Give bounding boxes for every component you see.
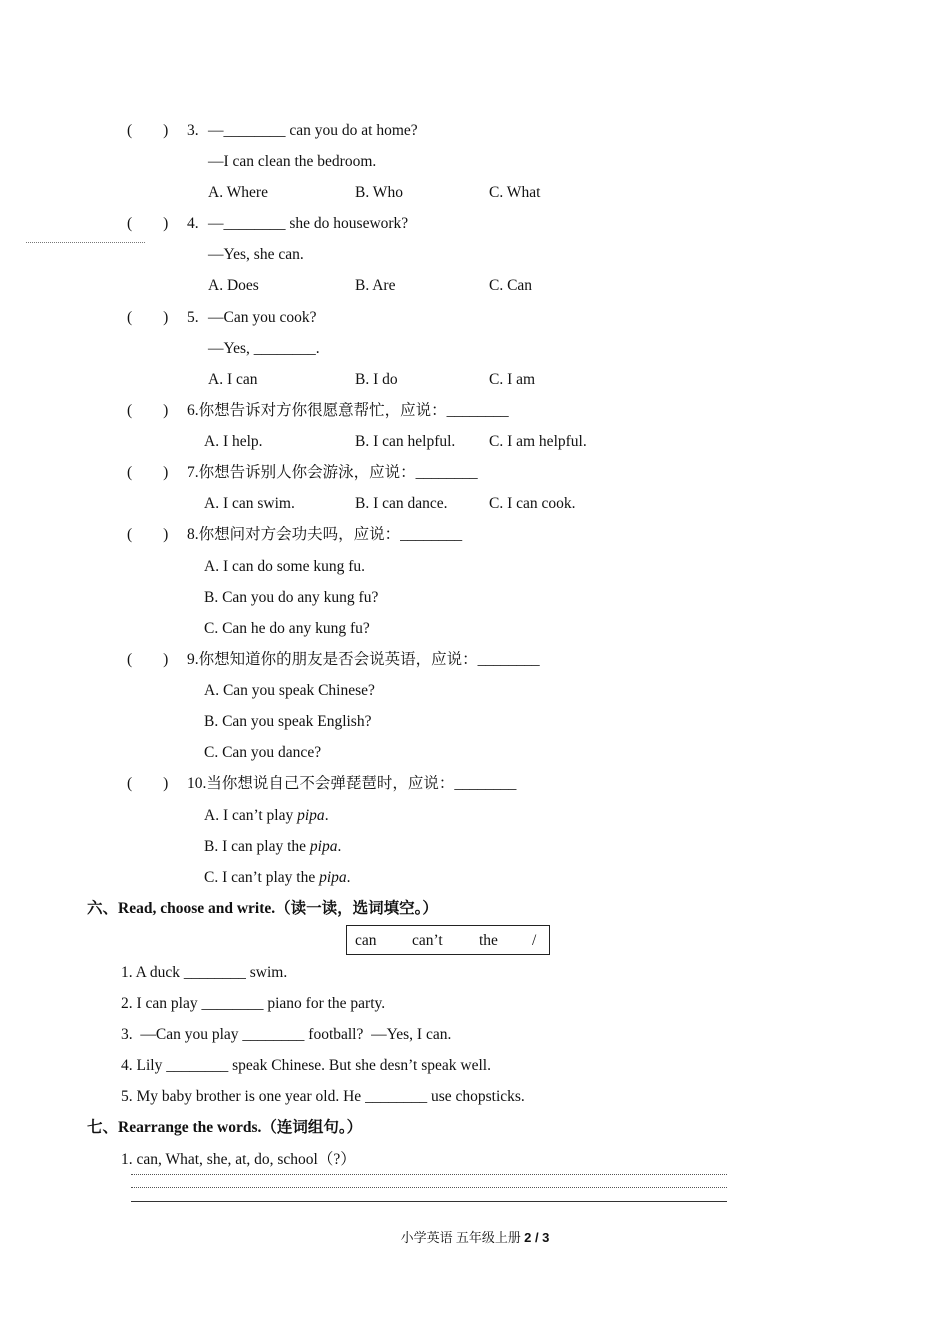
q3-option-b: B. Who [355,184,403,201]
section-6-title: 六、Read, choose and write.（读一读，选词填空。） [87,900,438,917]
footer-subject: 小学英语 五年级上册 [400,1230,521,1245]
q9-question: 9.你想知道你的朋友是否会说英语，应说：________ [187,651,540,668]
q4-option-b: B. Are [355,277,396,294]
page-number: 2 / 3 [524,1230,550,1245]
word-bank-slash: / [532,932,537,949]
q3-answer: —I can clean the bedroom. [208,153,377,170]
q8-option-a: A. I can do some kung fu. [204,558,365,575]
answer-paren-q8[interactable]: ( ) [127,526,169,543]
section-6-item-3: 3. —Can you play ________ football? —Yes, I can. [121,1026,452,1043]
q7-option-b: B. I can dance. [355,495,448,512]
answer-paren-q5[interactable]: ( ) [127,309,169,326]
answer-paren-q6[interactable]: ( ) [127,402,169,419]
page-footer [0,1229,950,1247]
section-7-title: 七、Rearrange the words.（连词组句。） [87,1119,363,1136]
q8-option-c: C. Can he do any kung fu? [204,620,370,637]
q7-question: 7.你想告诉别人你会游泳，应说：________ [187,464,478,481]
q5-answer: —Yes, ________. [208,340,320,357]
answer-paren-q4[interactable]: ( ) [127,215,169,232]
q9-option-c: C. Can you dance? [204,744,322,761]
margin-dotted-line [26,242,145,243]
writing-guide-line[interactable] [131,1187,727,1188]
section-6-item-2: 2. I can play ________ piano for the party. [121,995,386,1012]
q10-option-c: C. I can’t play the pipa. [204,869,351,886]
q4-option-a: A. Does [208,277,259,294]
word-bank-the: the [479,932,498,949]
q10-option-a: A. I can’t play pipa. [204,807,329,824]
q9-option-a: A. Can you speak Chinese? [204,682,375,699]
q10-option-b: B. I can play the pipa. [204,838,342,855]
q4-question: —________ she do housework? [208,215,409,232]
q10-question: 10.当你想说自己不会弹琵琶时，应说：________ [187,775,517,792]
q8-option-b: B. Can you do any kung fu? [204,589,379,606]
q5-number: 5. [187,309,199,326]
section-6-item-1: 1. A duck ________ swim. [121,964,288,981]
answer-paren-q3[interactable]: ( ) [127,122,169,139]
q7-option-c: C. I can cook. [489,495,576,512]
q4-number: 4. [187,215,199,232]
q3-option-a: A. Where [208,184,268,201]
q8-question: 8.你想问对方会功夫吗，应说：________ [187,526,463,543]
q5-question: —Can you cook? [208,309,317,326]
word-bank-cant: can’t [412,932,443,949]
section-6-item-4: 4. Lily ________ speak Chinese. But she desn’t speak well. [121,1057,491,1074]
q5-option-c: C. I am [489,371,536,388]
answer-paren-q10[interactable]: ( ) [127,775,169,792]
q6-option-b: B. I can helpful. [355,433,456,450]
word-bank-can: can [355,932,377,949]
answer-paren-q7[interactable]: ( ) [127,464,169,481]
q9-option-b: B. Can you speak English? [204,713,372,730]
q4-answer: —Yes, she can. [208,246,304,263]
q3-option-c: C. What [489,184,541,201]
q6-option-c: C. I am helpful. [489,433,587,450]
q5-option-b: B. I do [355,371,398,388]
word-bank-box [346,925,550,955]
section-6-item-5: 5. My baby brother is one year old. He ________ use chopsticks. [121,1088,525,1105]
q7-option-a: A. I can swim. [204,495,295,512]
q6-option-a: A. I help. [204,433,263,450]
q3-number: 3. [187,122,199,139]
writing-guide-line[interactable] [131,1174,727,1175]
writing-base-line[interactable] [131,1201,727,1202]
q6-question: 6.你想告诉对方你很愿意帮忙，应说：________ [187,402,509,419]
q3-question: —________ can you do at home? [208,122,418,139]
section-7-item-1: 1. can, What, she, at, do, school（?） [121,1151,356,1168]
q5-option-a: A. I can [208,371,258,388]
answer-paren-q9[interactable]: ( ) [127,651,169,668]
q4-option-c: C. Can [489,277,533,294]
